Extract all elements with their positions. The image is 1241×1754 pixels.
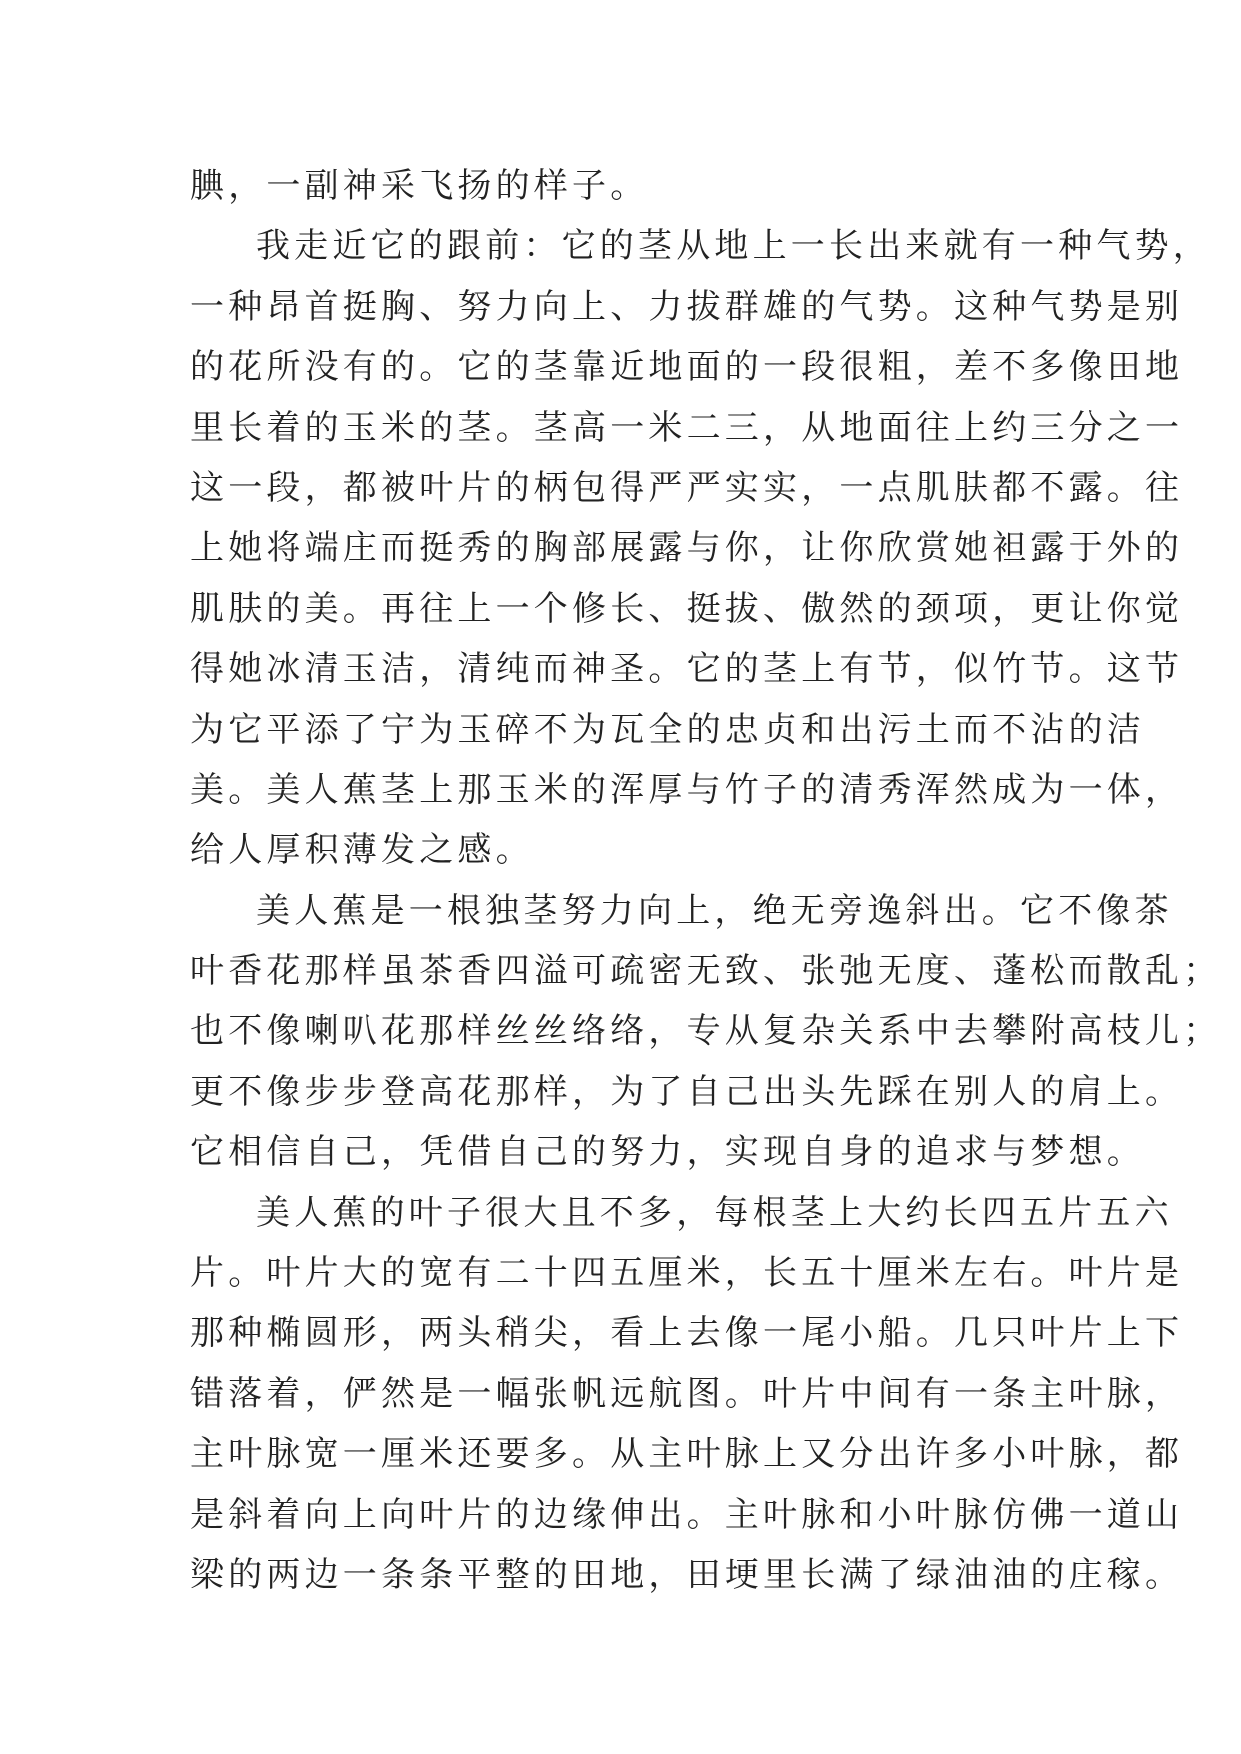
text-line: 得她冰清玉洁，清纯而神圣。它的茎上有节，似竹节。这节 (190, 649, 1184, 690)
text-line: 的花所没有的。它的茎靠近地面的一段很粗，差不多像田地 (190, 347, 1184, 388)
text-line: 那种椭圆形，两头稍尖，看上去像一尾小船。几只叶片上下 (190, 1313, 1184, 1354)
text-line: 里长着的玉米的茎。茎高一米二三，从地面往上约三分之一 (190, 407, 1184, 448)
text-line: 肌肤的美。再往上一个修长、挺拔、傲然的颈项，更让你觉 (190, 588, 1184, 629)
text-line: 腆，一副神采飞扬的样子。 (190, 166, 649, 206)
text-line: 我走近它的跟前：它的茎从地上一长出来就有一种气势， (256, 226, 1211, 267)
text-line: 梁的两边一条条平整的田地，田埂里长满了绿油油的庄稼。 (190, 1554, 1184, 1595)
text-line: 为它平添了宁为玉碎不为瓦全的忠贞和出污土而不沾的洁 (190, 709, 1145, 750)
text-line: 美。美人蕉茎上那玉米的浑厚与竹子的清秀浑然成为一体， (190, 769, 1184, 810)
text-line: 也不像喇叭花那样丝丝络络，专从复杂关系中去攀附高枝儿； (190, 1011, 1222, 1052)
text-line: 这一段，都被叶片的柄包得严严实实，一点肌肤都不露。往 (190, 467, 1184, 508)
text-line: 片。叶片大的宽有二十四五厘米，长五十厘米左右。叶片是 (190, 1253, 1184, 1294)
text-line: 美人蕉是一根独茎努力向上，绝无旁逸斜出。它不像茶 (256, 890, 1173, 931)
text-line: 更不像步步登高花那样，为了自己出头先踩在别人的肩上。 (190, 1071, 1184, 1112)
text-line: 叶香花那样虽茶香四溢可疏密无致、张弛无度、蓬松而散乱； (190, 951, 1222, 992)
text-line: 给人厚积薄发之感。 (190, 830, 534, 871)
body-text (190, 156, 1222, 1605)
text-line: 上她将端庄而挺秀的胸部展露与你，让你欣赏她袒露于外的 (190, 528, 1184, 569)
text-line: 一种昂首挺胸、努力向上、力拔群雄的气势。这种气势是别 (190, 286, 1184, 327)
text-line: 是斜着向上向叶片的边缘伸出。主叶脉和小叶脉仿佛一道山 (190, 1494, 1184, 1535)
text-line: 主叶脉宽一厘米还要多。从主叶脉上又分出许多小叶脉，都 (190, 1434, 1184, 1475)
text-line: 美人蕉的叶子很大且不多，每根茎上大约长四五片五六 (256, 1192, 1173, 1233)
text-line: 错落着，俨然是一幅张帆远航图。叶片中间有一条主叶脉， (190, 1373, 1184, 1414)
text-line: 它相信自己，凭借自己的努力，实现自身的追求与梦想。 (190, 1132, 1145, 1173)
